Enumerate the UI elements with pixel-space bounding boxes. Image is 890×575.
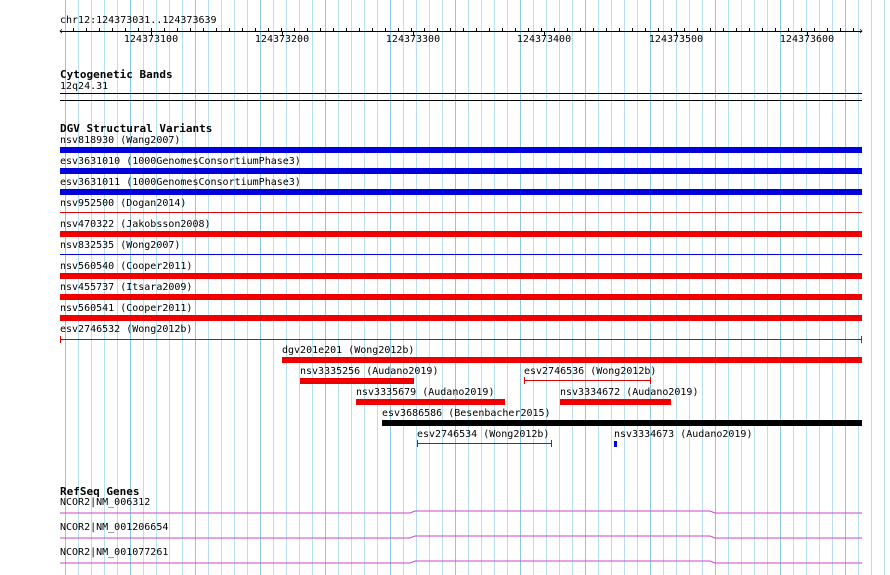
grid-line	[702, 0, 703, 575]
grid-line	[429, 0, 430, 575]
dgv-variant-cap-left	[524, 377, 525, 384]
dgv-variant-line[interactable]	[417, 443, 552, 444]
cytoband-label: 12q24.31	[60, 81, 109, 92]
ruler-tick-label: 124373200	[254, 34, 310, 45]
ruler-minor-tick	[216, 28, 217, 31]
ruler-tick-label: 124373100	[123, 34, 179, 45]
ruler-minor-tick	[788, 28, 789, 31]
ruler-right-arrow-icon: ›	[858, 26, 865, 37]
grid-line	[858, 0, 859, 575]
dgv-variant-cap-left	[60, 336, 61, 343]
ruler-minor-tick	[346, 28, 347, 31]
grid-line	[585, 0, 586, 575]
ruler-minor-tick	[736, 28, 737, 31]
dgv-variant-bar[interactable]	[356, 399, 505, 405]
grid-line	[806, 0, 807, 575]
grid-line	[624, 0, 625, 575]
grid-line	[611, 0, 612, 575]
ruler-minor-tick	[242, 28, 243, 31]
cytoband-bottom-line	[60, 100, 862, 101]
dgv-variant-cap-right	[861, 336, 862, 343]
dgv-label[interactable]: esv3631010 (1000GenomesConsortiumPhase3)	[60, 156, 301, 167]
grid-line	[819, 0, 820, 575]
grid-line	[546, 0, 547, 575]
grid-line	[520, 0, 521, 575]
gene-model[interactable]	[60, 557, 862, 569]
ruler-minor-tick	[541, 28, 542, 31]
grid-line	[637, 0, 638, 575]
ruler-minor-tick	[749, 28, 750, 31]
dgv-variant-line[interactable]	[60, 212, 862, 213]
ruler-minor-tick	[606, 28, 607, 31]
gene-intron-line	[60, 536, 862, 538]
ruler-left-arrow-icon: ‹	[58, 26, 65, 37]
dgv-label[interactable]: nsv455737 (Itsara2009)	[60, 282, 193, 293]
ruler-minor-tick	[801, 28, 802, 31]
ruler-minor-tick	[658, 28, 659, 31]
dgv-label[interactable]: nsv560540 (Cooper2011)	[60, 261, 193, 272]
gene-label[interactable]: NCOR2|NM_001206654	[60, 522, 169, 533]
dgv-label[interactable]: esv3631011 (1000GenomesConsortiumPhase3)	[60, 177, 301, 188]
grid-line	[533, 0, 534, 575]
dgv-variant-bar[interactable]	[60, 315, 862, 321]
grid-line	[247, 0, 248, 575]
grid-line	[286, 0, 287, 575]
dgv-label[interactable]: nsv818930 (Wang2007)	[60, 135, 181, 146]
ruler-tick-label: 124373500	[648, 34, 704, 45]
ruler-minor-tick	[502, 28, 503, 31]
grid-line	[325, 0, 326, 575]
grid-line	[884, 0, 885, 575]
grid-line	[312, 0, 313, 575]
ruler-minor-tick	[177, 28, 178, 31]
grid-line	[273, 0, 274, 575]
dgv-variant-bar[interactable]	[60, 189, 862, 195]
grid-line	[390, 0, 391, 575]
grid-line	[208, 0, 209, 575]
grid-line	[260, 0, 261, 575]
grid-line	[689, 0, 690, 575]
grid-line	[351, 0, 352, 575]
grid-line	[442, 0, 443, 575]
grid-line	[455, 0, 456, 575]
ruler-minor-tick	[619, 28, 620, 31]
ruler-minor-tick	[853, 28, 854, 31]
ruler-minor-tick	[86, 28, 87, 31]
dgv-variant-bar[interactable]	[60, 231, 862, 237]
gene-intron-line	[60, 511, 862, 513]
ruler-minor-tick	[411, 28, 412, 31]
grid-line	[715, 0, 716, 575]
dgv-variant-bar[interactable]	[60, 168, 862, 174]
ruler-tick-label: 124373400	[516, 34, 572, 45]
dgv-variant-bar[interactable]	[560, 399, 671, 405]
ruler-tick-label: 124373300	[385, 34, 441, 45]
grid-line	[650, 0, 651, 575]
cytoband-title: Cytogenetic Bands	[60, 68, 173, 81]
grid-line	[403, 0, 404, 575]
ruler-minor-tick	[723, 28, 724, 31]
ruler-minor-tick	[385, 28, 386, 31]
grid-line	[494, 0, 495, 575]
grid-line	[559, 0, 560, 575]
grid-line	[364, 0, 365, 575]
dgv-title: DGV Structural Variants	[60, 122, 213, 135]
grid-line	[793, 0, 794, 575]
grid-line	[741, 0, 742, 575]
gene-label[interactable]: NCOR2|NM_006312	[60, 497, 151, 508]
grid-line	[780, 0, 781, 575]
dgv-label[interactable]: nsv3334673 (Audano2019)	[614, 429, 753, 440]
ruler-minor-tick	[489, 28, 490, 31]
ruler-minor-tick	[762, 28, 763, 31]
ruler-minor-tick	[528, 28, 529, 31]
ruler-minor-tick	[333, 28, 334, 31]
ruler-minor-tick	[125, 28, 126, 31]
ruler-minor-tick	[697, 28, 698, 31]
grid-line	[507, 0, 508, 575]
ruler-minor-tick	[281, 28, 282, 31]
ruler-minor-tick	[151, 28, 152, 31]
grid-line	[195, 0, 196, 575]
dgv-label[interactable]: nsv3335256 (Audano2019)	[300, 366, 439, 377]
dgv-label[interactable]: nsv3334672 (Audano2019)	[560, 387, 699, 398]
grid-line	[767, 0, 768, 575]
grid-line	[338, 0, 339, 575]
ruler-minor-tick	[515, 28, 516, 31]
grid-line	[234, 0, 235, 575]
ruler-minor-tick	[268, 28, 269, 31]
grid-line	[663, 0, 664, 575]
refseq-title: RefSeq Genes	[60, 485, 140, 498]
ruler-minor-tick	[320, 28, 321, 31]
grid-line	[871, 0, 872, 575]
ruler-minor-tick	[580, 28, 581, 31]
ruler-minor-tick	[775, 28, 776, 31]
grid-line	[299, 0, 300, 575]
ruler-minor-tick	[593, 28, 594, 31]
ruler-minor-tick	[359, 28, 360, 31]
gene-intron-line	[60, 561, 862, 563]
ruler-minor-tick	[372, 28, 373, 31]
dgv-label[interactable]: nsv952500 (Dogan2014)	[60, 198, 187, 209]
grid-line	[832, 0, 833, 575]
ruler-minor-tick	[112, 28, 113, 31]
grid-line	[845, 0, 846, 575]
ruler-minor-tick	[190, 28, 191, 31]
cytoband-top-line	[60, 93, 862, 94]
dgv-variant-bar[interactable]	[614, 441, 617, 447]
dgv-label[interactable]: esv2746536 (Wong2012b)	[524, 366, 657, 377]
grid-line	[728, 0, 729, 575]
dgv-label[interactable]: nsv3335679 (Audano2019)	[356, 387, 495, 398]
ruler-minor-tick	[632, 28, 633, 31]
ruler-minor-tick	[255, 28, 256, 31]
ruler-minor-tick	[814, 28, 815, 31]
ruler-tick-label: 124373600	[779, 34, 835, 45]
grid-line	[754, 0, 755, 575]
dgv-variant-line[interactable]	[60, 254, 862, 255]
dgv-variant-cap-right	[551, 440, 552, 447]
ruler-minor-tick	[203, 28, 204, 31]
ruler-minor-tick	[554, 28, 555, 31]
ruler-minor-tick	[827, 28, 828, 31]
grid-line	[572, 0, 573, 575]
ruler-minor-tick	[307, 28, 308, 31]
dgv-label[interactable]: dgv201e201 (Wong2012b)	[282, 345, 415, 356]
dgv-label[interactable]: esv2746532 (Wong2012b)	[60, 324, 193, 335]
gene-model[interactable]	[60, 532, 862, 544]
dgv-variant-bar[interactable]	[300, 378, 414, 384]
ruler-minor-tick	[73, 28, 74, 31]
ruler-minor-tick	[476, 28, 477, 31]
grid-line	[416, 0, 417, 575]
ruler-location: chr12:124373031..124373639	[60, 15, 217, 26]
dgv-label[interactable]: esv2746534 (Wong2012b)	[417, 429, 550, 440]
ruler-minor-tick	[99, 28, 100, 31]
dgv-variant-bar[interactable]	[382, 420, 862, 426]
ruler-minor-tick	[164, 28, 165, 31]
ruler-minor-tick	[294, 28, 295, 31]
ruler-minor-tick	[567, 28, 568, 31]
dgv-variant-bar[interactable]	[60, 294, 862, 300]
dgv-variant-bar[interactable]	[60, 147, 862, 153]
ruler-minor-tick	[710, 28, 711, 31]
ruler-minor-tick	[138, 28, 139, 31]
dgv-variant-line[interactable]	[60, 339, 862, 340]
dgv-variant-line[interactable]	[524, 380, 651, 381]
dgv-label[interactable]: esv3686586 (Besenbacher2015)	[382, 408, 551, 419]
ruler-minor-tick	[645, 28, 646, 31]
dgv-variant-bar[interactable]	[282, 357, 862, 363]
grid-line	[468, 0, 469, 575]
dgv-label[interactable]: nsv560541 (Cooper2011)	[60, 303, 193, 314]
dgv-variant-bar[interactable]	[60, 273, 862, 279]
ruler-axis	[60, 31, 862, 32]
grid-line	[481, 0, 482, 575]
ruler-minor-tick	[671, 28, 672, 31]
grid-line	[598, 0, 599, 575]
ruler-minor-tick	[398, 28, 399, 31]
grid-line	[377, 0, 378, 575]
grid-line	[676, 0, 677, 575]
ruler-minor-tick	[229, 28, 230, 31]
ruler-minor-tick	[450, 28, 451, 31]
ruler-minor-tick	[424, 28, 425, 31]
ruler-minor-tick	[684, 28, 685, 31]
dgv-variant-cap-right	[650, 377, 651, 384]
ruler-minor-tick	[463, 28, 464, 31]
ruler-minor-tick	[437, 28, 438, 31]
grid-line	[221, 0, 222, 575]
ruler-minor-tick	[840, 28, 841, 31]
gene-label[interactable]: NCOR2|NM_001077261	[60, 547, 169, 558]
dgv-variant-cap-left	[417, 440, 418, 447]
gene-model[interactable]	[60, 507, 862, 519]
dgv-label[interactable]: nsv832535 (Wong2007)	[60, 240, 181, 251]
dgv-label[interactable]: nsv470322 (Jakobsson2008)	[60, 219, 211, 230]
